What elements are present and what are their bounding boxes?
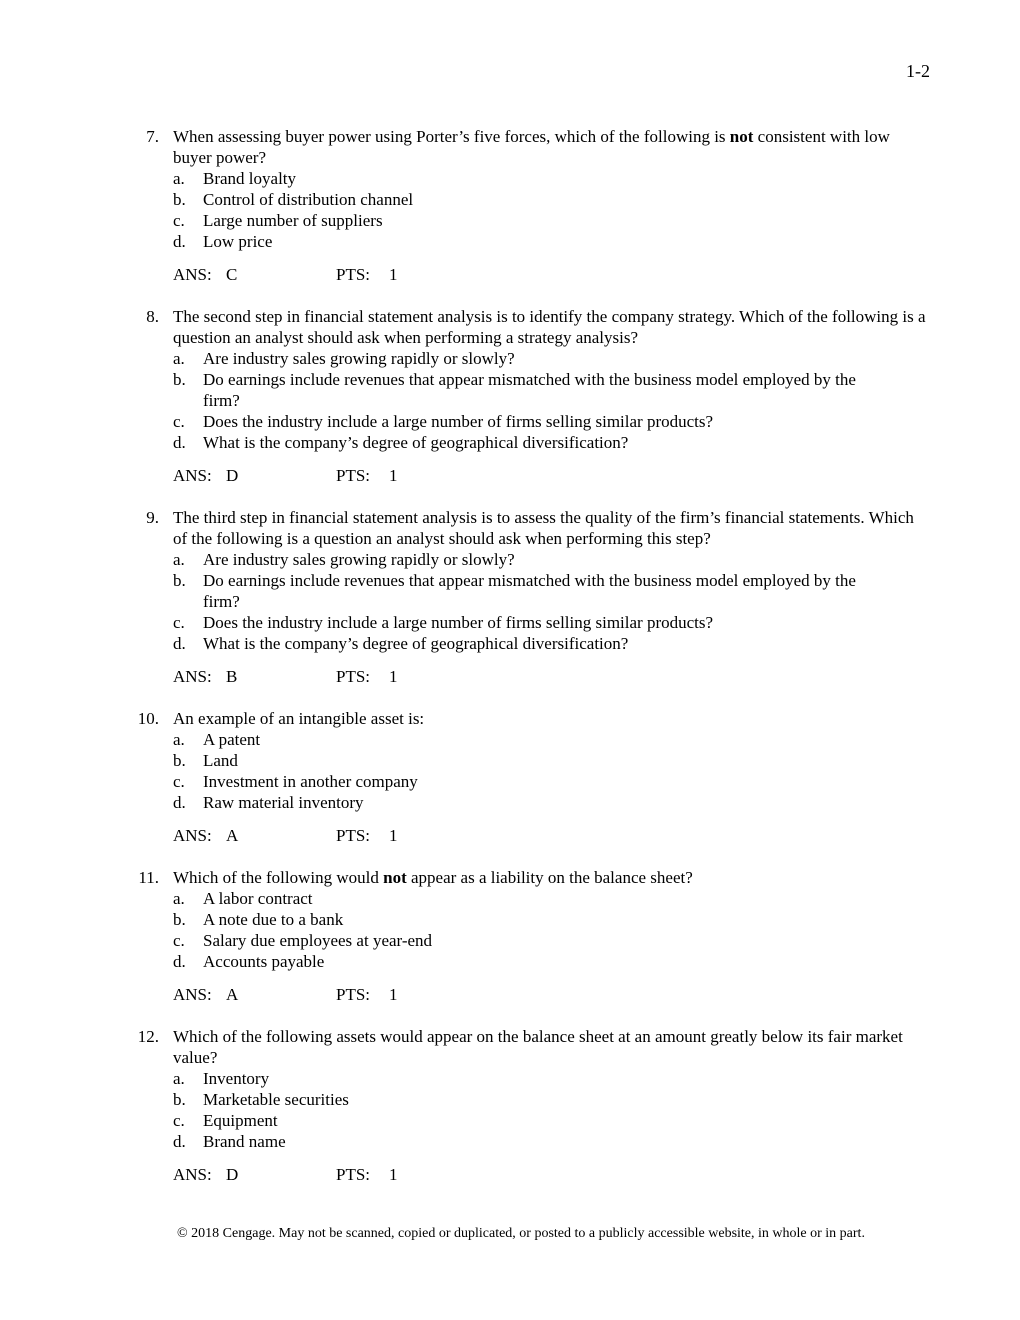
option-b [173, 189, 930, 210]
ans-label: ANS: [173, 985, 212, 1004]
option-letter: d. [173, 952, 186, 971]
option-text: A labor contract [203, 889, 313, 908]
pts-label: PTS: [336, 1165, 371, 1184]
stem-text: When assessing buyer power using Porter’s five forces, which of the following is [173, 127, 730, 146]
pts-value: 1 [389, 265, 398, 284]
option-c [173, 1110, 930, 1131]
option-a [173, 549, 930, 570]
option-text: Do earnings include revenues that appear mismatched with the business model employed by the firm? [203, 571, 856, 611]
option-b [173, 750, 930, 771]
option-text: Salary due employees at year-end [203, 931, 433, 950]
option-letter: c. [173, 931, 185, 950]
option-letter: c. [173, 772, 185, 791]
ans-label: ANS: [173, 1165, 212, 1184]
pts-label: PTS: [336, 466, 371, 485]
answer-line [173, 264, 930, 285]
option-a [173, 168, 930, 189]
question-7 [0, 126, 1020, 285]
option-text: A note due to a bank [203, 910, 344, 929]
option-d [173, 231, 930, 252]
option-b [173, 1089, 930, 1110]
option-text: What is the company’s degree of geographical diversification? [203, 634, 629, 653]
option-text: Low price [203, 232, 273, 251]
option-text: Raw material inventory [203, 793, 364, 812]
ans-value: B [226, 667, 238, 686]
option-letter: b. [173, 370, 186, 389]
pts-label: PTS: [336, 985, 371, 1004]
option-b [173, 369, 930, 411]
question-number: 7. [146, 127, 159, 146]
stem-text: An example of an intangible asset is: [173, 709, 425, 728]
option-letter: d. [173, 1132, 186, 1151]
copyright-footer: © 2018 Cengage. May not be scanned, copied or duplicated, or posted to a publicly accessible website, in whole or in part. [177, 1226, 865, 1241]
option-letter: a. [173, 1069, 185, 1088]
stem-text: appear as a liability on the balance sheet? [406, 868, 693, 887]
option-letter: d. [173, 232, 186, 251]
option-a [173, 888, 930, 909]
stem-text: The third step in financial statement analysis is to assess the quality of the firm’s financial statements. Which of the following is a question an analyst should ask when performing this step? [173, 508, 914, 548]
option-letter: b. [173, 1090, 186, 1109]
option-d [173, 1131, 930, 1152]
option-text: Equipment [203, 1111, 278, 1130]
question-10 [0, 708, 1020, 846]
stem-text: The second step in financial statement analysis is to identify the company strategy. Which of the following is a question an analyst should ask when performing a strategy analysis? [173, 307, 926, 347]
ans-label: ANS: [173, 265, 212, 284]
option-a [173, 729, 930, 750]
pts-label: PTS: [336, 826, 371, 845]
pts-label: PTS: [336, 667, 371, 686]
pts-value: 1 [389, 985, 398, 1004]
question-number: 10. [137, 709, 159, 728]
option-text: Land [203, 751, 238, 770]
option-text: Do earnings include revenues that appear mismatched with the business model employed by the firm? [203, 370, 856, 410]
option-letter: c. [173, 211, 185, 230]
option-letter: b. [173, 571, 186, 590]
option-c [173, 771, 930, 792]
option-letter: c. [173, 613, 185, 632]
option-text: Brand loyalty [203, 169, 297, 188]
option-letter: a. [173, 169, 185, 188]
option-text: Investment in another company [203, 772, 418, 791]
option-letter: b. [173, 910, 186, 929]
option-letter: a. [173, 889, 185, 908]
question-stem [173, 867, 930, 888]
question-list [0, 126, 1020, 1206]
option-text: A patent [203, 730, 261, 749]
stem-text: Which of the following would [173, 868, 384, 887]
option-text: Control of distribution channel [203, 190, 414, 209]
question-number: 11. [138, 868, 159, 887]
option-a [173, 348, 930, 369]
answer-line [173, 1164, 930, 1185]
option-text: Accounts payable [203, 952, 325, 971]
ans-value: D [226, 1165, 239, 1184]
stem-text: consistent with low buyer power? [173, 127, 890, 167]
answer-line [173, 825, 930, 846]
option-c [173, 210, 930, 231]
ans-value: D [226, 466, 239, 485]
question-stem [173, 1026, 930, 1068]
option-b [173, 570, 930, 612]
question-12 [0, 1026, 1020, 1185]
option-text: Are industry sales growing rapidly or slowly? [203, 349, 515, 368]
option-text: Does the industry include a large number of firms selling similar products? [203, 412, 714, 431]
stem-text: Which of the following assets would appear on the balance sheet at an amount greatly below its fair market value? [173, 1027, 903, 1067]
option-text: Inventory [203, 1069, 270, 1088]
option-text: Are industry sales growing rapidly or slowly? [203, 550, 515, 569]
option-text: Does the industry include a large number of firms selling similar products? [203, 613, 714, 632]
option-text: What is the company’s degree of geographical diversification? [203, 433, 629, 452]
option-letter: c. [173, 412, 185, 431]
question-stem [173, 708, 930, 729]
option-d [173, 792, 930, 813]
ans-label: ANS: [173, 667, 212, 686]
pts-value: 1 [389, 667, 398, 686]
question-stem [173, 306, 930, 348]
question-stem [173, 507, 930, 549]
answer-line [173, 984, 930, 1005]
pts-value: 1 [389, 466, 398, 485]
answer-line [173, 666, 930, 687]
option-letter: a. [173, 730, 185, 749]
ans-value: A [226, 985, 239, 1004]
question-number: 8. [146, 307, 159, 326]
ans-value: C [226, 265, 238, 284]
question-number: 9. [146, 508, 159, 527]
option-c [173, 612, 930, 633]
option-text: Marketable securities [203, 1090, 349, 1109]
option-letter: d. [173, 433, 186, 452]
option-d [173, 633, 930, 654]
pts-label: PTS: [336, 265, 371, 284]
option-d [173, 432, 930, 453]
question-8 [0, 306, 1020, 486]
ans-label: ANS: [173, 466, 212, 485]
option-d [173, 951, 930, 972]
option-letter: c. [173, 1111, 185, 1130]
question-11 [0, 867, 1020, 1005]
option-text: Large number of suppliers [203, 211, 383, 230]
option-letter: b. [173, 190, 186, 209]
option-letter: d. [173, 634, 186, 653]
stem-emphasis: not [729, 127, 754, 146]
ans-value: A [226, 826, 239, 845]
question-number: 12. [137, 1027, 159, 1046]
page-number: 1-2 [906, 61, 930, 81]
option-a [173, 1068, 930, 1089]
answer-line [173, 465, 930, 486]
stem-emphasis: not [383, 868, 407, 887]
option-b [173, 909, 930, 930]
question-9 [0, 507, 1020, 687]
option-c [173, 411, 930, 432]
question-stem [173, 126, 930, 168]
option-letter: d. [173, 793, 186, 812]
option-text: Brand name [203, 1132, 286, 1151]
pts-value: 1 [389, 1165, 398, 1184]
option-c [173, 930, 930, 951]
ans-label: ANS: [173, 826, 212, 845]
option-letter: b. [173, 751, 186, 770]
pts-value: 1 [389, 826, 398, 845]
option-letter: a. [173, 550, 185, 569]
option-letter: a. [173, 349, 185, 368]
